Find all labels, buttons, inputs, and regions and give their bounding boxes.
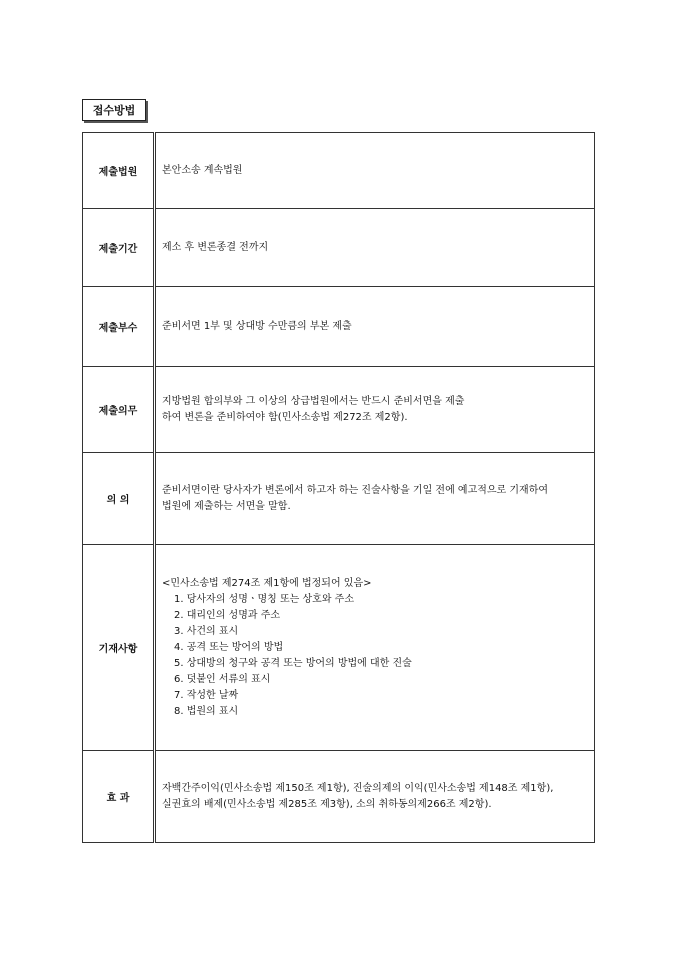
value-line: 실권효의 배제(민사소송법 제285조 제3항), 소의 취하동의제266조 제2항). xyxy=(162,798,492,810)
row-label: 의 의 xyxy=(83,453,155,545)
value-line: 하여 변론을 준비하여야 함(민사소송법 제272조 제2항). xyxy=(162,411,408,423)
row-value xyxy=(155,751,595,843)
row-label: 제출의무 xyxy=(83,367,155,453)
row-value xyxy=(155,287,595,367)
table-row xyxy=(83,545,595,751)
table-row xyxy=(83,751,595,843)
value-line: 준비서면이란 당사자가 변론에서 하고자 하는 진술사항을 기일 전에 예고적으로 기재하여 xyxy=(162,484,549,496)
value-line: 지방법원 합의부와 그 이상의 상급법원에서는 반드시 준비서면을 제출 xyxy=(162,395,465,407)
list-item: 3. 사건의 표시 xyxy=(174,625,239,637)
table-row xyxy=(83,453,595,545)
list-item: 2. 대리인의 성명과 주소 xyxy=(174,609,281,621)
list-item: 7. 작성한 날짜 xyxy=(174,689,239,701)
info-table xyxy=(82,132,595,843)
list-item: 8. 법원의 표시 xyxy=(174,705,239,717)
list-item: 4. 공격 또는 방어의 방법 xyxy=(174,641,284,653)
list-item: 6. 덧붙인 서류의 표시 xyxy=(174,673,271,685)
row-value xyxy=(155,453,595,545)
list-item: 1. 당사자의 성명ㆍ명칭 또는 상호와 주소 xyxy=(174,593,354,605)
value-line: 준비서면 1부 및 상대방 수만큼의 부본 제출 xyxy=(162,320,352,332)
row-value xyxy=(155,209,595,287)
row-label: 제출부수 xyxy=(83,287,155,367)
table-row xyxy=(83,367,595,453)
row-label: 효 과 xyxy=(83,751,155,843)
list-item: 5. 상대방의 청구와 공격 또는 방어의 방법에 대한 진술 xyxy=(174,657,412,669)
row-value xyxy=(155,545,595,751)
table-row xyxy=(83,209,595,287)
row-label: 제출기간 xyxy=(83,209,155,287)
row-label: 기재사항 xyxy=(83,545,155,751)
item-list xyxy=(162,592,590,720)
table-row xyxy=(83,133,595,209)
value-line: 법원에 제출하는 서면을 말함. xyxy=(162,500,291,512)
table-row xyxy=(83,287,595,367)
value-line: 본안소송 계속법원 xyxy=(162,164,243,176)
row-value xyxy=(155,133,595,209)
value-line: 제소 후 변론종결 전까지 xyxy=(162,241,269,253)
section-tag: 접수방법 xyxy=(82,99,146,121)
row-value xyxy=(155,367,595,453)
row-label: 제출법원 xyxy=(83,133,155,209)
value-intro: <민사소송법 제274조 제1항에 법정되어 있음> xyxy=(162,577,372,589)
value-line: 자백간주이익(민사소송법 제150조 제1항), 진술의제의 이익(민사소송법 제148조 제1항), xyxy=(162,782,554,794)
